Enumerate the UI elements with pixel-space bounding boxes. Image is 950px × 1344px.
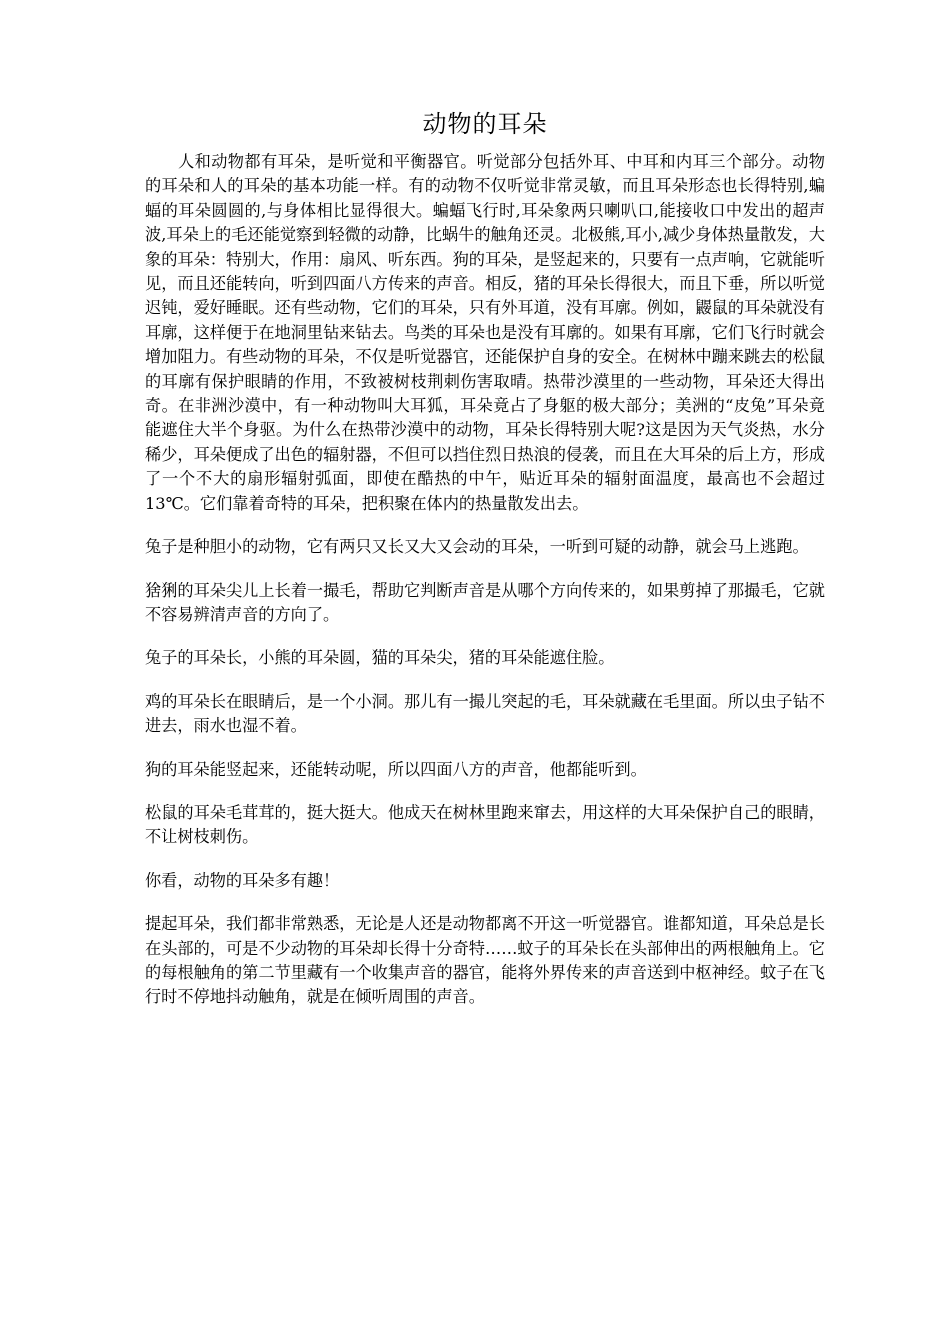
document-page (145, 108, 825, 1010)
paragraph-rabbit: 兔子是种胆小的动物，它有两只又长又大又会动的耳朵，一听到可疑的动静，就会马上逃跑。 (145, 537, 809, 557)
paragraph-mosquito: 提起耳朵，我们都非常熟悉，无论是人还是动物都离不开这一听觉器官。谁都知道，耳朵总是长在头部的，可是不少动物的耳朵却长得十分奇特……蚊子的耳朵长在头部伸出的两根触角上。它的每根触角的第二节里藏有一个收集声音的器官，能将外界传来的声音送到中枢神经。蚊子在飞行时不停地抖动触角，就是在倾听周围的声音。 (145, 914, 825, 1007)
paragraph-dog: 狗的耳朵能竖起来，还能转动呢，所以四面八方的声音，他都能听到。 (145, 759, 647, 779)
paragraph-chicken: 鸡的耳朵长在眼睛后，是一个小洞。那儿有一撮儿突起的毛，耳朵就藏在毛里面。所以虫子钻不进去，雨水也湿不着。 (145, 691, 825, 736)
paragraph-summary: 你看，动物的耳朵多有趣！ (145, 870, 340, 890)
paragraph-intro: 人和动物都有耳朵，是听觉和平衡器官。听觉部分包括外耳、中耳和内耳三个部分。动物的耳朵和人的耳朵的基本功能一样。有的动物不仅听觉非常灵敏，而且耳朵形态也长得特别,蝙蝠的耳朵圆圆的,与身体相比显得很大。蝙蝠飞行时,耳朵象两只喇叭口,能接收口中发出的超声波,耳朵上的毛还能觉察到轻微的动静，比蜗牛的触角还灵。北极熊,耳小,减少身体热量散发，大象的耳朵：特别大，作用：扇风、听东西。狗的耳朵，是竖起来的，只要有一点声响，它就能听见，而且还能转向，听到四面八方传来的声音。相反，猪的耳朵长得很大，而且下垂，所以听觉迟钝，爱好睡眠。还有些动物，它们的耳朵，只有外耳道，没有耳廓。例如，鼹鼠的耳朵就没有耳廓，这样便于在地洞里钻来钻去。鸟类的耳朵也是没有耳廓的。如果有耳廓，它们飞行时就会增加阻力。有些动物的耳朵，不仅是听觉器官，还能保护自身的安全。在树林中蹦来跳去的松鼠的耳廓有保护眼睛的作用，不致被树枝荆刺伤害取晴。热带沙漠里的一些动物，耳朵还大得出奇。在非洲沙漠中，有一种动物叫大耳狐，耳朵竟占了身躯的极大部分；美洲的“皮兔”耳朵竟能遮住大半个身驱。为什么在热带沙漠中的动物，耳朵长得特别大呢?这是因为天气炎热，水分稀少，耳朵便成了出色的辐射器，不但可以挡住烈日热浪的侵袭，而且在大耳朵的后上方，形成了一个不大的扇形辐射弧面，即使在酷热的中午，贴近耳朵的辐射面温度，最高也不会超过 13℃。它们靠着奇特的耳朵，把积聚在体内的热量散发出去。 (145, 152, 825, 513)
paragraph-lynx: 猞猁的耳朵尖儿上长着一撮毛，帮助它判断声音是从哪个方向传来的，如果剪掉了那撮毛，它就不容易辨清声音的方向了。 (145, 580, 825, 624)
paragraph-ear-shapes: 兔子的耳朵长，小熊的耳朵圆，猫的耳朵尖，猪的耳朵能遮住脸。 (145, 648, 615, 668)
paragraph-squirrel: 松鼠的耳朵毛茸茸的，挺大挺大。他成天在树林里跑来窜去，用这样的大耳朵保护自己的眼睛，不让树枝刺伤。 (145, 802, 825, 847)
document-title: 动物的耳朵 (422, 110, 548, 138)
